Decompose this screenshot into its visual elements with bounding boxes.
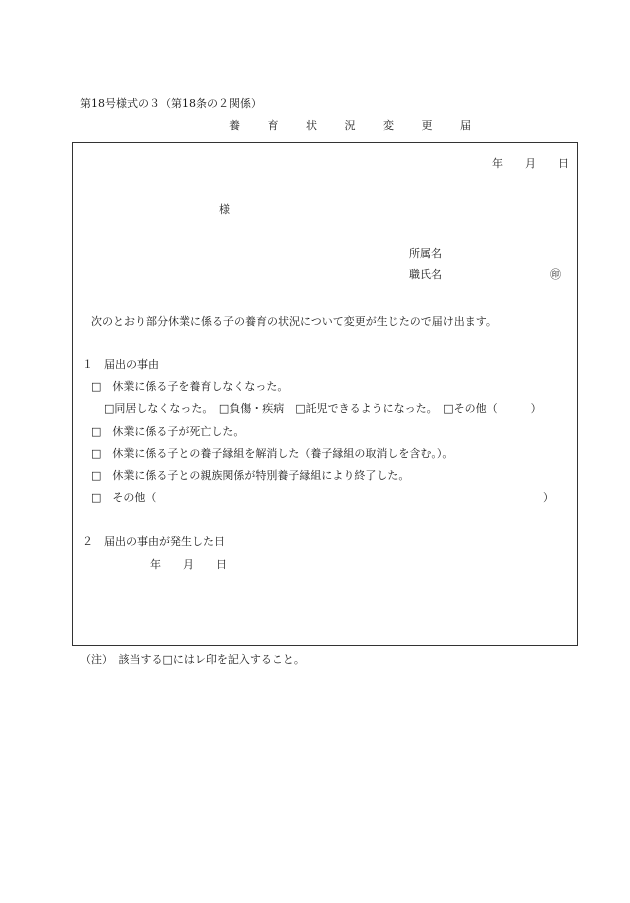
reason-option-other-close: ） — [543, 491, 554, 504]
addressee-suffix: 様 — [219, 203, 230, 216]
reason-sub-options: □同居しなくなった。 □負傷・疾病 □託児できるようになった。 □その他（ ） — [104, 402, 542, 415]
seal-mark: ㊞ — [550, 268, 561, 281]
reason-option-adoption-dissolved: □ 休業に係る子との養子縁組を解消した（養子縁組の取消しを含む。）。 — [91, 447, 454, 460]
occurrence-date: 年 月 日 — [150, 558, 227, 571]
reason-option-special-adoption: □ 休業に係る子との親族関係が特別養子縁組により終了した。 — [91, 469, 410, 482]
section2-heading: ２ 届出の事由が発生した日 — [82, 535, 225, 548]
name-label: 職氏名 — [409, 268, 442, 281]
form-box — [72, 142, 578, 646]
section1-heading: １ 届出の事由 — [82, 358, 159, 371]
reason-option-child-died: □ 休業に係る子が死亡した。 — [91, 425, 245, 438]
form-title: 養 育 状 況 変 更 届 — [229, 119, 481, 132]
submission-date: 年 月 日 — [492, 157, 569, 170]
affiliation-label: 所属名 — [409, 247, 442, 260]
statement-text: 次のとおり部分休業に係る子の養育の状況について変更が生じたので届け出ます。 — [91, 315, 497, 328]
reason-option-other: □ その他（ — [91, 491, 157, 504]
reason-option-no-longer-raising: □ 休業に係る子を養育しなくなった。 — [91, 380, 289, 393]
form-number: 第18号様式の３（第18条の２関係） — [80, 97, 262, 110]
footnote: （注） 該当する□にはレ印を記入すること。 — [80, 653, 305, 666]
